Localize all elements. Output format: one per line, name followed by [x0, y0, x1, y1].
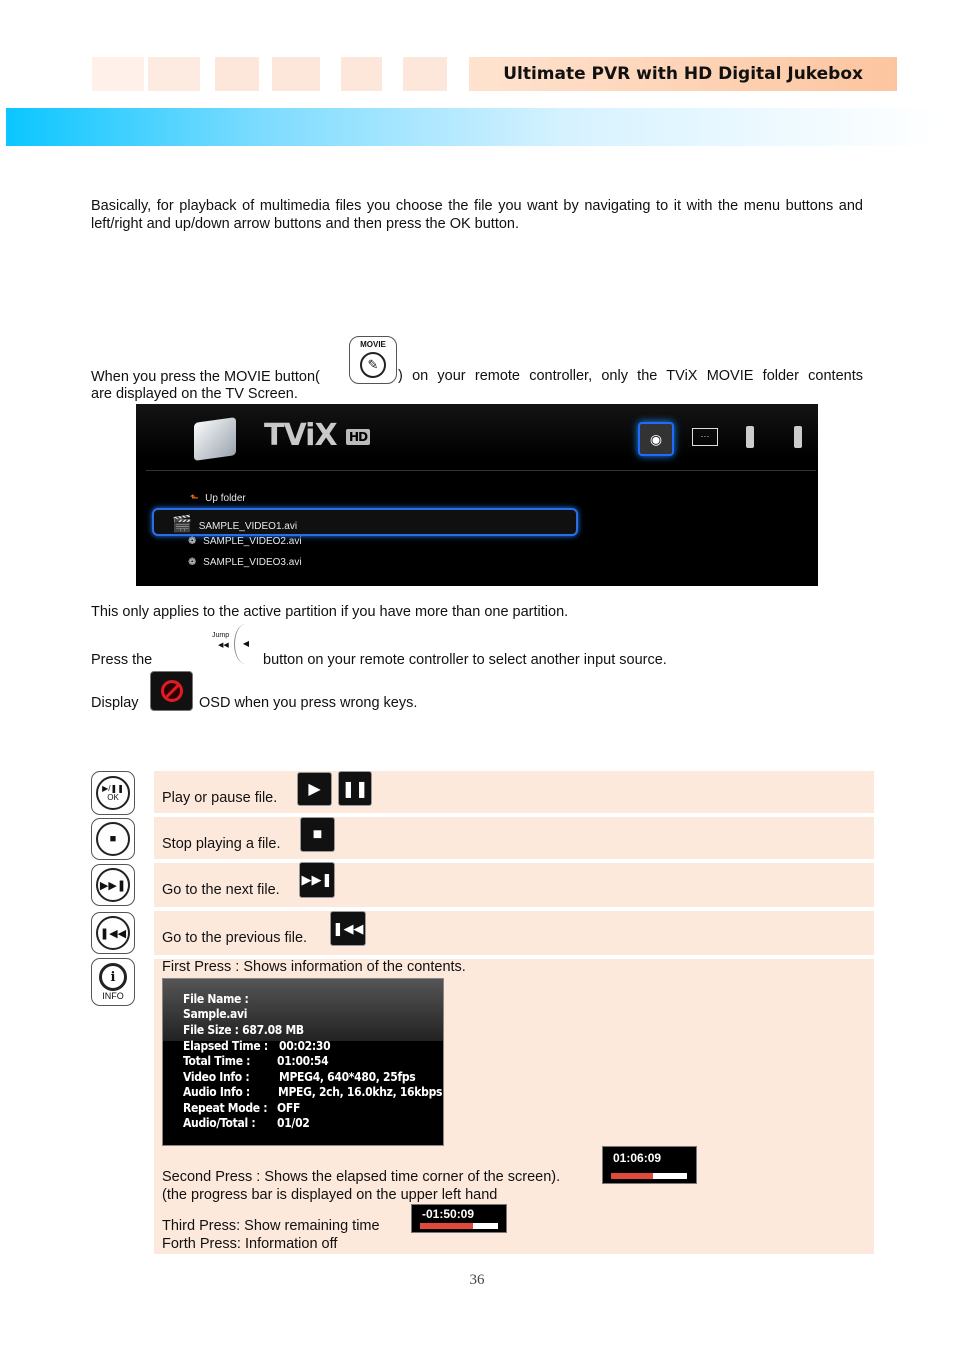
stop-text: Stop playing a file.	[162, 836, 281, 852]
info-remote-button	[91, 958, 135, 1006]
elapsed-time: 01:06:09	[613, 1151, 662, 1165]
info-label: Audio/Total :	[183, 1116, 256, 1130]
header-decor-square	[403, 57, 447, 91]
intro-paragraph: Basically, for playback of multimedia files you choose the file you want by navigating to it with the menu buttons and left/right and up/down arrow buttons and then press the OK button.	[91, 198, 863, 232]
info-value: 01/02	[277, 1116, 310, 1130]
movie-paragraph-part1: When you press the MOVIE button(	[91, 369, 320, 385]
info-file-size: File Size : 687.08 MB	[183, 1023, 304, 1037]
pause-osd-icon: ❚❚	[338, 771, 372, 806]
up-arrow-icon: ⬑	[190, 493, 199, 504]
second-press-note: (the progress bar is displayed on the upper left hand	[162, 1187, 498, 1203]
file-row-label: SAMPLE_VIDEO3.avi	[203, 557, 302, 568]
second-press-text: Second Press : Shows the elapsed time corner of the screen).	[162, 1169, 561, 1185]
file-row-label: Up folder	[205, 493, 246, 504]
third-press-text: Third Press: Show remaining time	[162, 1218, 380, 1234]
section-banner	[6, 108, 940, 146]
file-row-label: SAMPLE_VIDEO2.avi	[203, 536, 302, 547]
jump-remote-button	[210, 624, 258, 666]
info-osd-panel	[162, 978, 444, 1146]
film-icon: ✎	[360, 352, 386, 378]
info-value: 00:02:30	[279, 1039, 331, 1053]
info-label: INFO	[102, 991, 124, 1001]
info-value: 01:00:54	[277, 1054, 329, 1068]
file-row[interactable]	[188, 536, 302, 547]
header-decor-square	[215, 57, 259, 91]
next-remote-button	[91, 864, 135, 906]
next-osd-icon: ▶▶❚	[299, 862, 335, 898]
tvix-logo	[264, 418, 370, 453]
prev-remote-button	[91, 912, 135, 954]
first-press-text: First Press : Shows information of the contents.	[162, 959, 466, 975]
tvix-logo-text: TViX	[264, 418, 337, 453]
header-decor-square	[272, 57, 320, 91]
info-label: Total Time :	[183, 1054, 251, 1068]
display-label: Display	[91, 695, 139, 711]
header-title: Ultimate PVR with HD Digital Jukebox	[469, 57, 897, 91]
file-row-label: SAMPLE_VIDEO1.avi	[198, 521, 298, 532]
stop-remote-button	[91, 818, 135, 860]
usb-tab-icon[interactable]	[794, 426, 802, 448]
ok-label: OK	[107, 793, 119, 802]
jump-label: Jump	[212, 632, 230, 639]
rewind-icon: ◀◀	[218, 642, 229, 649]
hd-badge: HD	[346, 429, 370, 445]
left-arrow-icon: ◀	[234, 624, 257, 664]
info-file-name-label: File Name :	[183, 992, 249, 1006]
device-icon	[194, 417, 236, 461]
header-decor-square	[148, 57, 200, 91]
play-pause-icon: ▶/❚❚	[102, 784, 124, 793]
movie-paragraph-part2: ) on your remote controller, only the TViX MOVIE folder contents	[398, 368, 863, 384]
file-row-selected[interactable]	[172, 514, 297, 534]
info-file-name: Sample.avi	[183, 1007, 248, 1021]
prohibited-icon	[150, 671, 193, 711]
elapsed-time-bar	[602, 1146, 697, 1184]
movie-paragraph-line2: are displayed on the TV Screen.	[91, 386, 298, 402]
skip-next-icon: ▶▶❚	[99, 879, 127, 892]
remaining-progress-fill	[420, 1223, 473, 1229]
screen-divider	[146, 470, 816, 471]
play-osd-icon: ▶	[297, 772, 332, 806]
header-decor-square	[92, 57, 144, 91]
info-label: Video Info :	[183, 1070, 250, 1084]
info-value: MPEG4, 640*480, 25fps	[279, 1070, 416, 1084]
prev-text: Go to the previous file.	[162, 930, 308, 946]
elapsed-progress-fill	[611, 1173, 653, 1179]
prev-osd-icon: ❚◀◀	[330, 911, 366, 946]
movie-tab-icon[interactable]: ◉	[638, 422, 674, 456]
file-row-up[interactable]	[190, 493, 246, 504]
press-the-label: Press the	[91, 652, 153, 668]
network-tab-icon[interactable]: ···	[692, 428, 718, 446]
play-pause-remote-button	[91, 771, 135, 815]
next-text: Go to the next file.	[162, 882, 280, 898]
info-value: OFF	[277, 1101, 301, 1115]
film-reel-icon: ❁	[188, 557, 197, 568]
play-text: Play or pause file.	[162, 790, 278, 806]
info-label: Repeat Mode :	[183, 1101, 268, 1115]
press-rest-label: button on your remote controller to select another input source.	[263, 652, 667, 668]
info-icon: i	[110, 969, 116, 985]
film-reel-icon: 🎬	[172, 516, 192, 533]
stop-icon: ■	[109, 833, 117, 845]
movie-remote-button	[349, 336, 397, 384]
skip-previous-icon: ❚◀◀	[99, 927, 127, 940]
remaining-time-bar	[411, 1204, 507, 1233]
fourth-press-text: Forth Press: Information off	[162, 1236, 338, 1252]
tv-screen-capture	[136, 404, 818, 586]
info-label: Elapsed Time :	[183, 1039, 268, 1053]
movie-button-label: MOVIE	[360, 340, 386, 349]
usb-tab-icon[interactable]	[746, 426, 754, 448]
remaining-time: -01:50:09	[422, 1207, 475, 1221]
info-value: MPEG, 2ch, 16.0khz, 16kbps	[278, 1085, 443, 1099]
partition-note: This only applies to the active partition if you have more than one partition.	[91, 604, 569, 620]
page-number: 36	[469, 1272, 485, 1288]
display-rest-label: OSD when you press wrong keys.	[199, 695, 418, 711]
stop-osd-icon: ■	[300, 817, 335, 852]
film-reel-icon: ❁	[188, 536, 197, 547]
header-decor-square	[341, 57, 382, 91]
info-label: Audio Info :	[183, 1085, 250, 1099]
file-row[interactable]	[188, 557, 302, 568]
